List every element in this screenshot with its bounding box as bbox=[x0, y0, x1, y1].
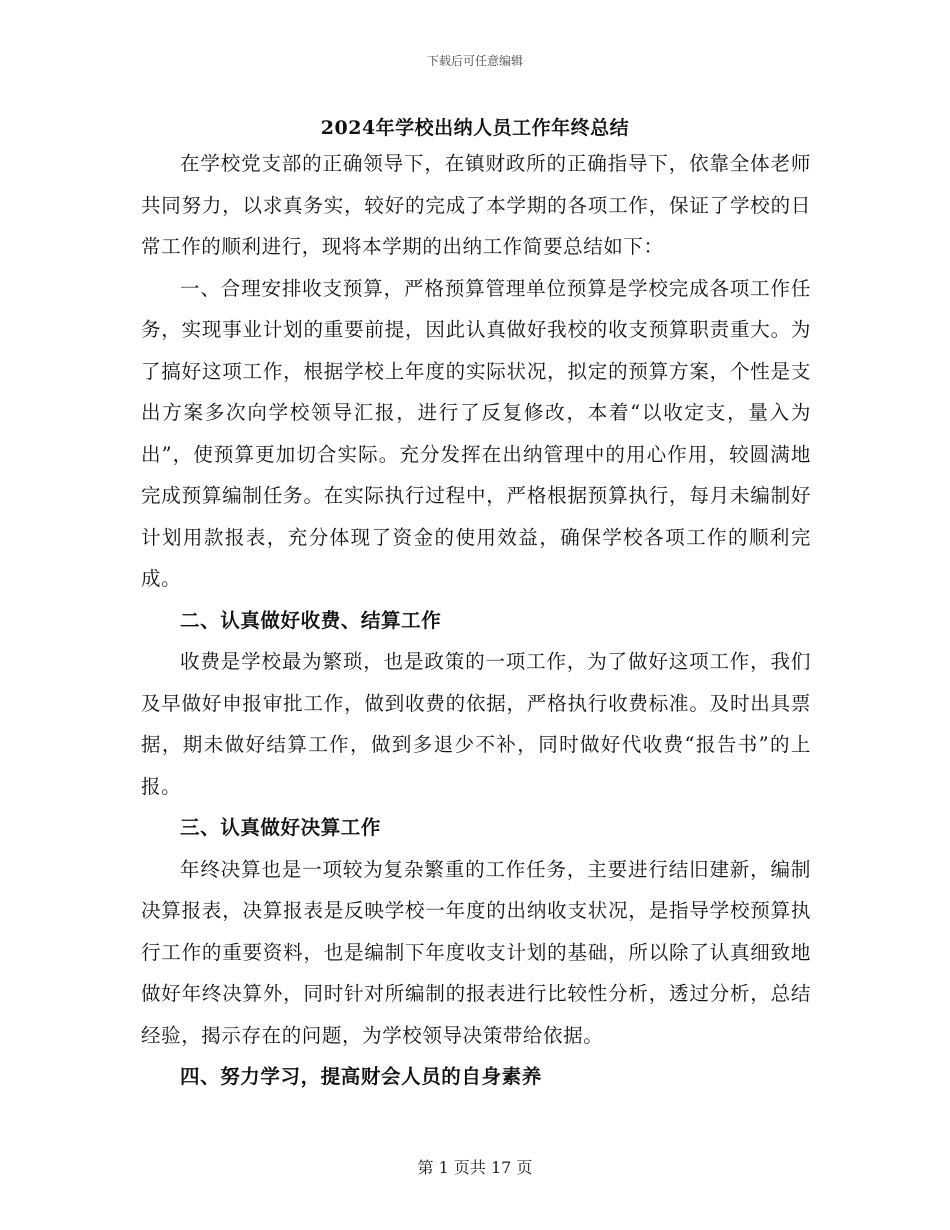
section-4-heading: 四、努力学习，提高财会人员的自身素养 bbox=[180, 1065, 542, 1088]
document-title: 2024年学校出纳人员工作年终总结 bbox=[320, 117, 630, 139]
section-3-paragraph: 年终决算也是一项较为复杂繁重的工作任务，主要进行结旧建新，编制决算报表，决算报表是反映学校一年度的出纳收支状况，是指导学校预算执行工作的重要资料，也是编制下年度收支计划的基础，所以除了认真细致地做好年终决算外，同时针对所编制的报表进行比较性分析，透过分析，总结经验，揭示存在的问题，为学校领导决策带给依据。 bbox=[141, 857, 811, 1047]
section-2-heading: 二、认真做好收费、结算工作 bbox=[180, 608, 442, 632]
section-3-heading: 三、认真做好决算工作 bbox=[180, 816, 382, 839]
page-footer: 第 1 页共 17 页 bbox=[417, 1158, 533, 1177]
intro-paragraph: 在学校党支部的正确领导下，在镇财政所的正确指导下，依靠全体老师共同努力，以求真务实，较好的完成了本学期的各项工作，保证了学校的日常工作的顺利进行，现将本学期的出纳工作简要总结如下： bbox=[141, 152, 811, 258]
header-note: 下载后可任意编辑 bbox=[426, 54, 523, 68]
section-2-paragraph: 收费是学校最为繁琐，也是政策的一项工作，为了做好这项工作，我们及早做好申报审批工作，做到收费的依据，严格执行收费标准。及时出具票据，期未做好结算工作，做到多退少不补，同时做好代收费“报告书”的上报。 bbox=[141, 650, 811, 798]
document-body bbox=[141, 143, 811, 1098]
section-1-paragraph: 一、合理安排收支预算，严格预算管理单位预算是学校完成各项工作任务，实现事业计划的重要前提，因此认真做好我校的收支预算职责重大。为了搞好这项工作，根据学校上年度的实际状况，拟定的预算方案，个性是支出方案多次向学校领导汇报，进行了反复修改，本着“以收定支，量入为出”，使预算更加切合实际。充分发挥在出纳管理中的用心作用，较圆满地完成预算编制任务。在实际执行过程中，严格根据预算执行，每月未编制好计划用款报表，充分体现了资金的使用效益，确保学校各项工作的顺利完成。 bbox=[141, 276, 811, 590]
